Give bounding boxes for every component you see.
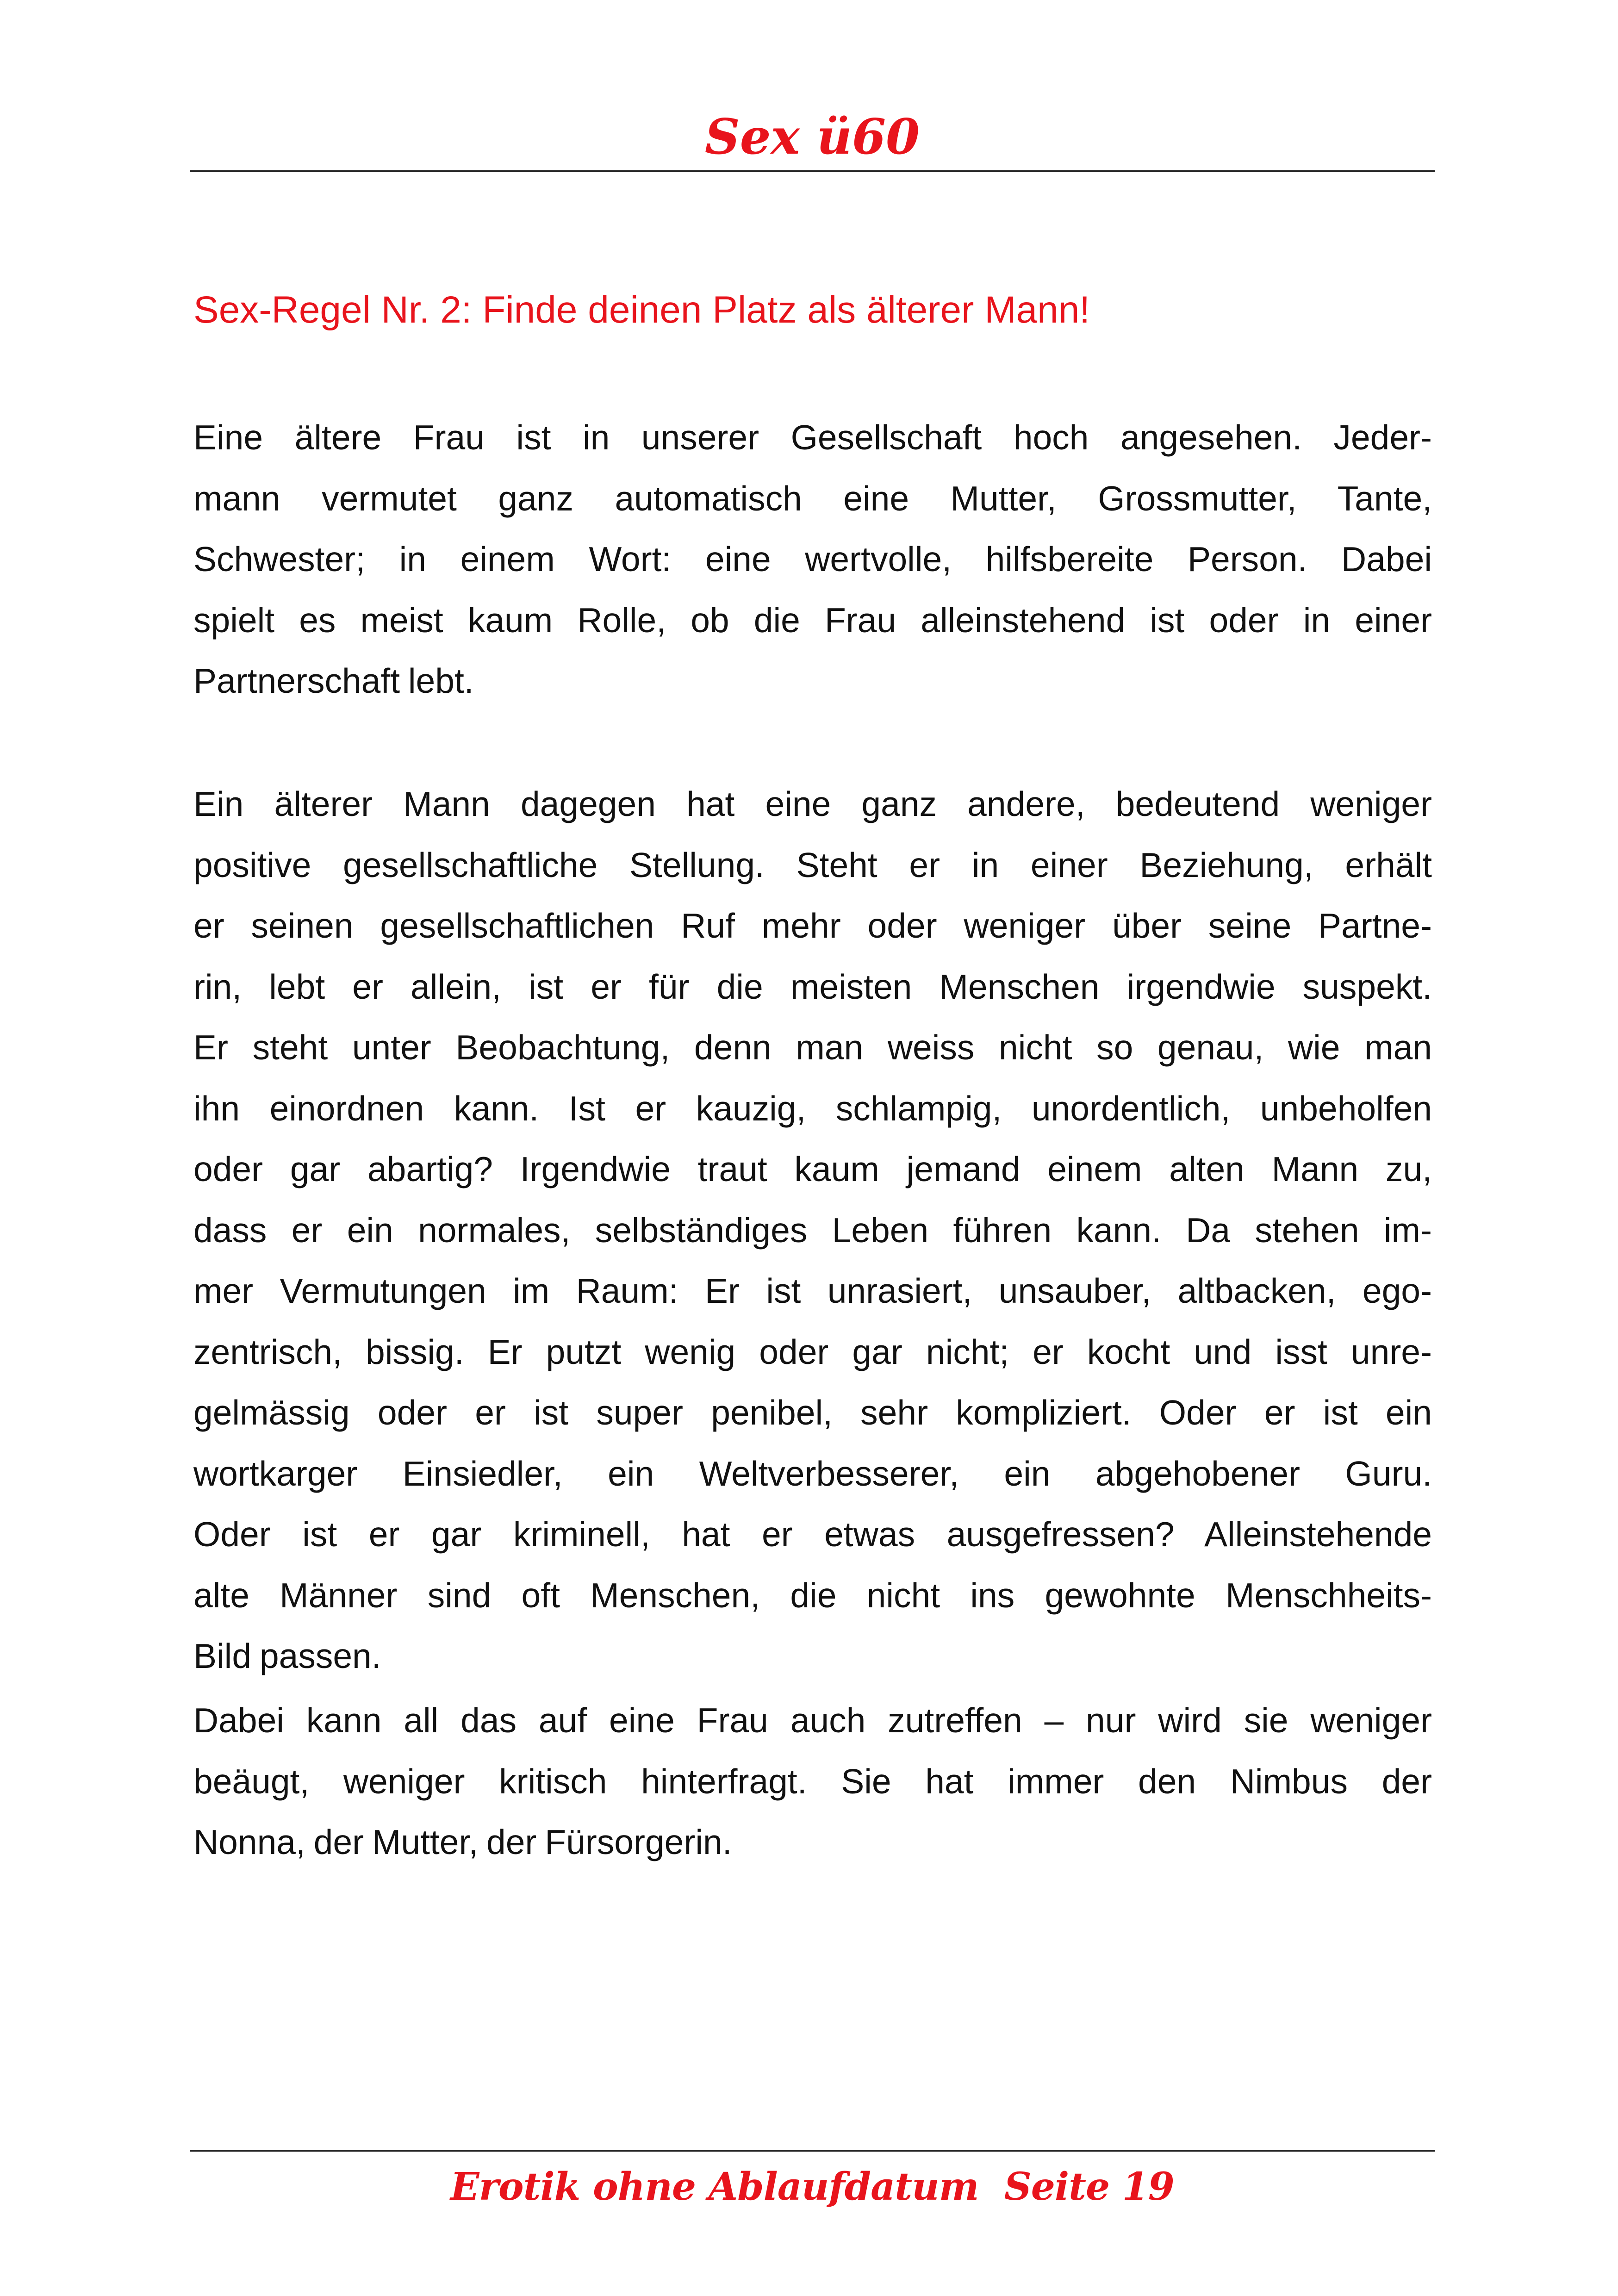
paragraph-line: Nonna, der Mutter, der Fürsorgerin. (193, 1823, 732, 1861)
paragraph-line: rin, lebt er allein, ist er für die meisten Menschen irgendwie suspekt. (193, 967, 1432, 1006)
paragraph-3 (193, 1690, 1432, 1873)
paragraph-line: gelmässig oder er ist super penibel, sehr kompliziert. Oder er ist ein (193, 1393, 1432, 1432)
footer-divider (190, 2150, 1435, 2152)
paragraph-line: ihn einordnen kann. Ist er kauzig, schlampig, unordentlich, unbeholfen (193, 1089, 1432, 1128)
paragraph-line: Schwester; in einem Wort: eine wertvolle, hilfsbereite Person. Dabei (193, 540, 1432, 579)
paragraph-line: Ein älterer Mann dagegen hat eine ganz andere, bedeutend weniger (193, 784, 1432, 823)
paragraph-line: Bild passen. (193, 1636, 381, 1675)
paragraph-line: mer Vermutungen im Raum: Er ist unrasiert, unsauber, altbacken, ego- (193, 1271, 1432, 1310)
paragraph-line: alte Männer sind oft Menschen, die nicht ins gewohnte Menschheits- (193, 1575, 1432, 1615)
header-title: Sex ü60 (704, 108, 920, 165)
page-header (190, 100, 1435, 174)
paragraph-line: beäugt, weniger kritisch hinterfragt. Sie hat immer den Nimbus der (193, 1761, 1432, 1801)
footer-text: Erotik ohne Ablaufdatum Seite 19 (450, 2165, 1174, 2209)
paragraph-line: zentrisch, bissig. Er putzt wenig oder gar nicht; er kocht und isst unre- (193, 1332, 1432, 1371)
paragraph-line: oder gar abartig? Irgendwie traut kaum jemand einem alten Mann zu, (193, 1150, 1432, 1188)
section-heading: Sex-Regel Nr. 2: Finde deinen Platz als älterer Mann! (193, 289, 1090, 331)
paragraph-line: Dabei kann all das auf eine Frau auch zutreffen – nur wird sie weniger (193, 1701, 1432, 1740)
paragraph-1 (193, 407, 1432, 712)
paragraph-line: positive gesellschaftliche Stellung. Steht er in einer Beziehung, erhält (193, 845, 1432, 884)
paragraph-line: spielt es meist kaum Rolle, ob die Frau alleinstehend ist oder in einer (193, 600, 1432, 640)
paragraph-line: Er steht unter Beobachtung, denn man weiss nicht so genau, wie man (193, 1028, 1432, 1067)
paragraph-2 (193, 774, 1432, 1687)
paragraph-line: Oder ist er gar kriminell, hat er etwas ausgefressen? Alleinstehende (193, 1515, 1432, 1554)
paragraph-line: mann vermutet ganz automatisch eine Mutter, Grossmutter, Tante, (193, 479, 1432, 518)
paragraph-line: er seinen gesellschaftlichen Ruf mehr oder weniger über seine Partne- (193, 906, 1432, 945)
paragraph-line: wortkarger Einsiedler, ein Weltverbesserer, ein abgehobener Guru. (193, 1454, 1432, 1493)
paragraph-line: Eine ältere Frau ist in unserer Gesellschaft hoch angesehen. Jeder- (193, 418, 1432, 457)
paragraph-line: Partnerschaft lebt. (193, 661, 474, 700)
page-footer (190, 2157, 1435, 2226)
paragraph-line: dass er ein normales, selbständiges Leben führen kann. Da stehen im- (193, 1210, 1432, 1250)
header-divider (190, 170, 1435, 172)
